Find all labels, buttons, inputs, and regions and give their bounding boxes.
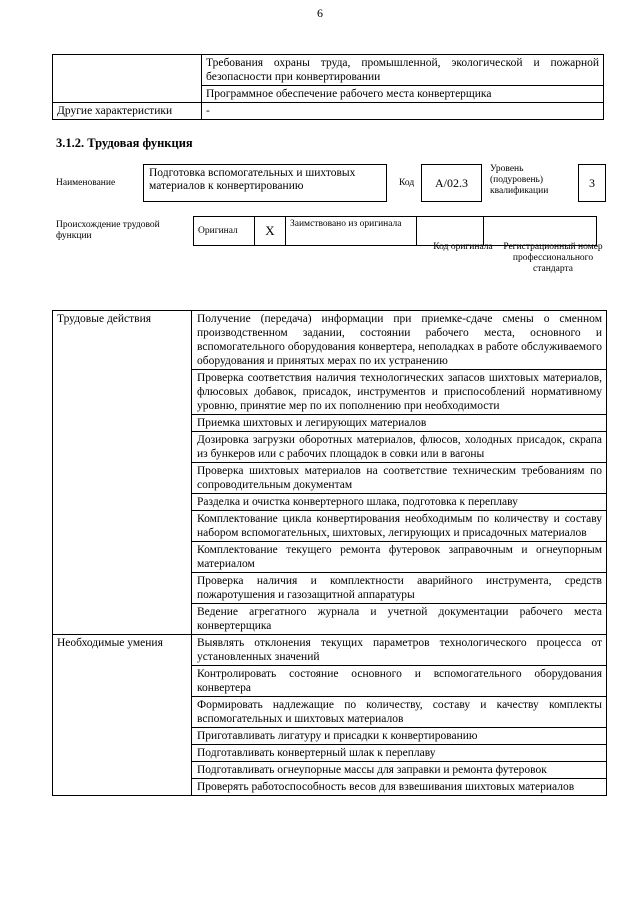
section-label: Необходимые умения — [53, 635, 192, 796]
table-cell: Программное обеспечение рабочего места конвертерщика — [202, 86, 604, 103]
origin-label: Происхождение трудовой функции — [56, 220, 160, 241]
table-row — [53, 635, 607, 666]
row-label: Другие характеристики — [53, 103, 202, 120]
code-original-caption: Код оригинала — [433, 242, 493, 252]
table-cell: Приготавливать лигатуру и присадки к конвертированию — [192, 728, 607, 745]
main-table — [52, 310, 607, 796]
table-cell: Контролировать состояние основного и вспомогательного оборудования конвертера — [192, 666, 607, 697]
reg-number-caption: Регистрационный номер профессионального стандарта — [503, 242, 603, 274]
level-label: Уровень (подуровень) квалификации — [490, 164, 549, 196]
table-cell: Получение (передача) информации при приемке-сдаче смены о сменном производственном задании, состоянии рабочего места, основного и вспомогательного оборудования конвертера, неполадках в работе обслуживаемого оборудования и принятых мерах по их устранению — [192, 311, 607, 370]
section-title: 3.1.2. Трудовая функция — [56, 136, 193, 150]
section-label: Трудовые действия — [53, 311, 192, 635]
table-cell: Проверка соответствия наличия технологических запасов шихтовых материалов, флюсовых добавок, присадок, инструментов и приспособлений нормативному уровню, принятие мер по их пополнению при необходимости — [192, 370, 607, 415]
table-row — [53, 55, 604, 86]
table-cell: - — [202, 103, 604, 120]
page-number: 6 — [317, 6, 323, 20]
table-row — [53, 103, 604, 120]
original-mark: X — [255, 217, 286, 246]
top-table — [52, 54, 604, 120]
table-cell: Подготавливать огнеупорные массы для заправки и ремонта футеровок — [192, 762, 607, 779]
table-cell: Приемка шихтовых и легирующих материалов — [192, 415, 607, 432]
table-cell: Дозировка загрузки оборотных материалов, флюсов, холодных присадок, скрапа из бункеров или с рабочих площадок в совки или в вагоны — [192, 432, 607, 463]
table-cell: Подготавливать конвертерный шлак к переплаву — [192, 745, 607, 762]
level-value: 3 — [578, 164, 606, 202]
borrowed-label: Заимствовано из оригинала — [286, 217, 417, 246]
table-cell: Проверка наличия и комплектности аварийного инструмента, средств пожаротушения и газозащитной аппаратуры — [192, 573, 607, 604]
name-label: Наименование — [56, 178, 116, 188]
code-label: Код — [399, 178, 415, 188]
table-cell: Требования охраны труда, промышленной, экологической и пожарной безопасности при конвертировании — [202, 55, 604, 86]
table-cell: Формировать надлежащие по количеству, составу и качеству комплекты вспомогательных и шихтовых материалов — [192, 697, 607, 728]
function-name-value: Подготовка вспомогательных и шихтовых материалов к конвертированию — [143, 164, 387, 202]
table-cell: Проверка шихтовых материалов на соответствие техническим требованиям по сопроводительным документам — [192, 463, 607, 494]
table-cell: Комплектование текущего ремонта футеровок заправочным и огнеупорным материалом — [192, 542, 607, 573]
function-code-value: А/02.3 — [421, 164, 482, 202]
table-row — [53, 311, 607, 370]
table-cell: Ведение агрегатного журнала и учетной документации рабочего места конвертерщика — [192, 604, 607, 635]
row-label — [53, 55, 202, 103]
table-cell: Разделка и очистка конвертерного шлака, подготовка к переплаву — [192, 494, 607, 511]
main-table-body — [53, 311, 607, 796]
table-cell: Проверять работоспособность весов для взвешивания шихтовых материалов — [192, 779, 607, 796]
original-label: Оригинал — [194, 217, 255, 246]
table-cell: Выявлять отклонения текущих параметров технологического процесса от установленных значений — [192, 635, 607, 666]
table-cell: Комплектование цикла конвертирования необходимым по количеству и составу набором вспомогательных, шихтовых, легирующих и присадочных материалов — [192, 511, 607, 542]
